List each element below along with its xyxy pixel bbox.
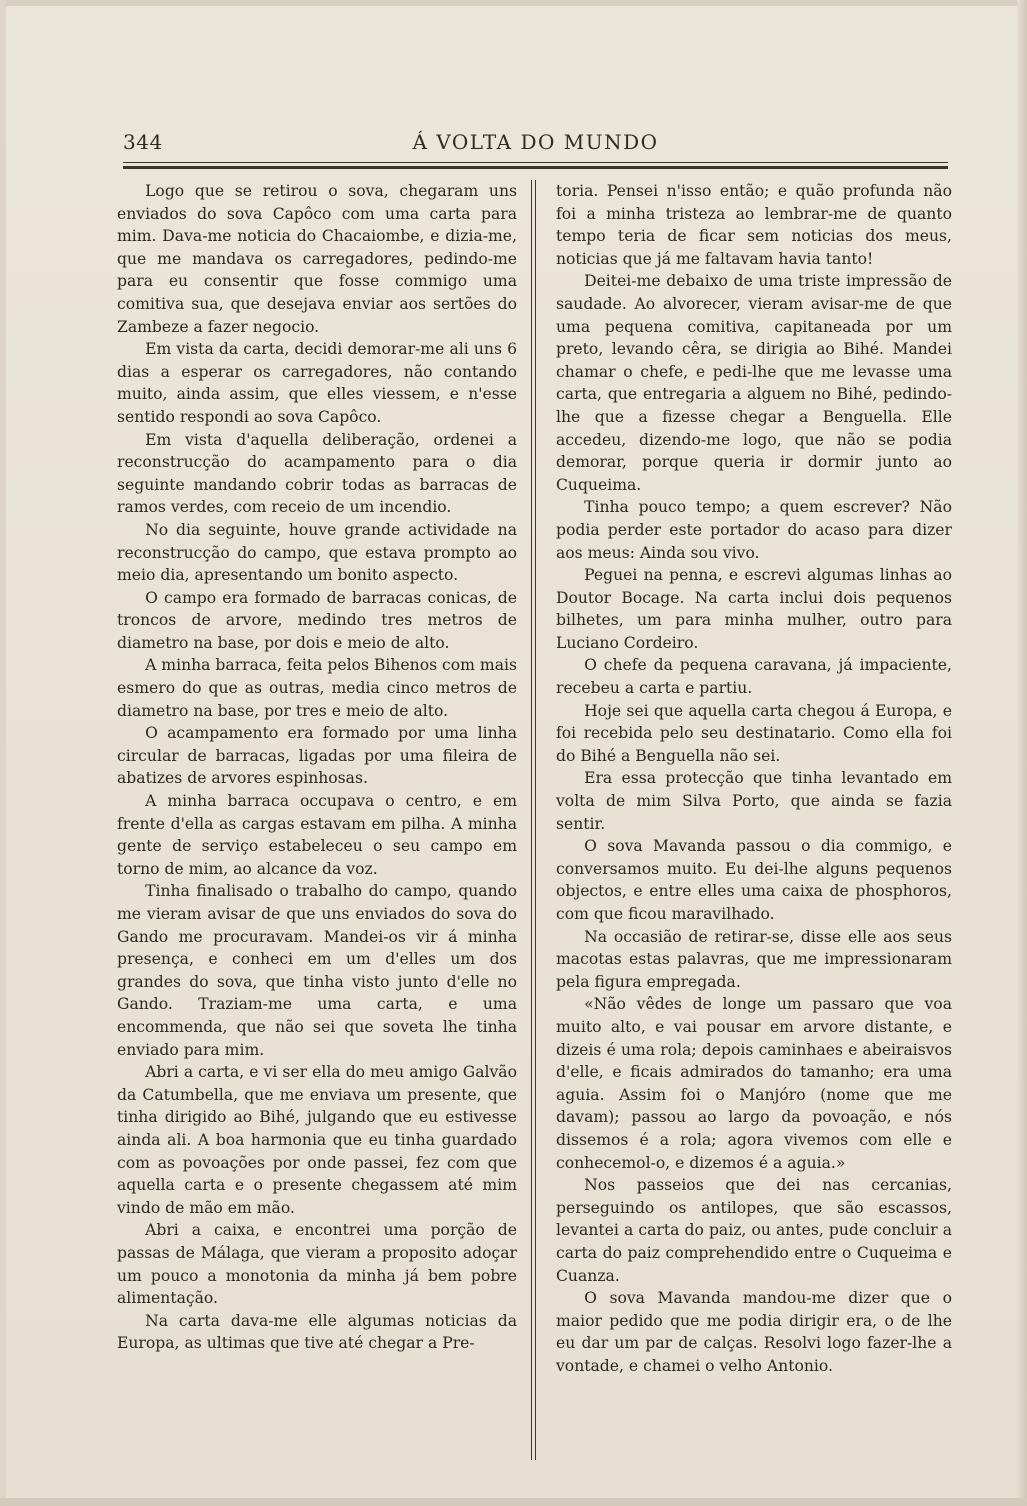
paragraph: Na occasião de retirar-se, disse elle aos seus macotas estas palavras, que me impressionaram pela figura empregada. [556,927,952,991]
paragraph-continuation: toria. Pensei n'isso então; e quão profunda não foi a minha tristeza ao lembrar-me de quanto tempo teria de ficar sem noticias dos meus, noticias que já me faltavam havia tanto! [556,182,952,268]
page-edge-right [1017,0,1027,1506]
right-column [556,180,952,1377]
paragraph: O chefe da pequena caravana, já impaciente, recebeu a carta e partiu. [556,656,952,698]
paragraph: «Não vêdes de longe um passaro que voa muito alto, e vai pousar em arvore distante, e dizeis é uma rola; depois caminhaes e abeiraisvos d'elle, e ficais admirados do tamanho; era uma aguia. Assim foi o Manjóro (nome que me davam); passou ao largo da povoação, e nós dissemos é a rola; agora vivemos com elle e conhecemol-o, e dizemos é a aguia.» [556,995,952,1172]
page-number: 344 [123,130,163,154]
running-header [123,130,948,160]
paragraph: No dia seguinte, houve grande actividade na reconstrucção do campo, que estava prompto ao meio dia, apresentando um bonito aspecto. [117,520,517,585]
paragraph: Nos passeios que dei nas cercanias, perseguindo os antilopes, que são escassos, levantei a carta do paiz, ou antes, pude concluir a carta do paiz comprehendido entre o Cuqueima e Cuanza. [556,1176,952,1285]
header-rule-thin [123,162,948,163]
paragraph: Em vista da carta, decidi demorar-me ali uns 6 dias a esperar os carregadores, não contando muito, ainda assim, que elles viessem, e n'esse sentido respondi ao sova Capôco. [117,340,517,426]
paragraph: O campo era formado de barracas conicas, de troncos de arvore, medindo tres metros de diametro na base, por dois e meio de alto. [117,588,517,652]
paragraph: Logo que se retirou o sova, chegaram uns enviados do sova Capôco com uma carta para mim. Dava-me noticia do Chacaiombe, e dizia-me, que me mandava os carregadores, pedindo-me para eu consentir que fosse commigo uma comitiva sua, que desejava enviar aos sertões do Zambeze a fazer negocio. [117,182,517,336]
column-divider [531,180,532,1460]
page-edge-bottom [0,1498,1027,1506]
paragraph: Era essa protecção que tinha levantado em volta de mim Silva Porto, que ainda se fazia sentir. [556,769,952,833]
paragraph: O sova Mavanda mandou-me dizer que o maior pedido que me podia dirigir era, o de lhe eu dar um par de calças. Resolvi logo fazer-lhe a vontade, e chamei o velho Antonio. [556,1289,952,1375]
paragraph: Em vista d'aquella deliberação, ordenei a reconstrucção do acampamento para o dia seguinte mandando cobrir todas as barracas de ramos verdes, com receio de um incendio. [117,430,517,517]
paragraph: O sova Mavanda passou o dia commigo, e conversamos muito. Eu dei-lhe alguns pequenos objectos, e entre elles uma caixa de phosphoros, com que ficou maravilhado. [556,837,952,923]
paragraph: Abri a caixa, e encontrei uma porção de passas de Málaga, que vieram a proposito adoçar um pouco a monotonia da minha já bem pobre alimentação. [117,1221,517,1308]
header-rule-thick [123,166,948,169]
paragraph: Abri a carta, e vi ser ella do meu amigo Galvão da Catumbella, que me enviava um presente, que tinha dirigido ao Bihé, julgando que eu estivesse ainda ali. A boa harmonia que eu tinha guardado com as povoações por onde passei, fez com que aquella carta e o presente chegassem até mim vindo de mão em mão. [117,1063,517,1217]
page-edge-left [0,0,6,1506]
paragraph: Peguei na penna, e escrevi algumas linhas ao Doutor Bocage. Na carta inclui dois pequenos bilhetes, um para minha mulher, outro para Luciano Cordeiro. [556,566,952,652]
paragraph: A minha barraca occupava o centro, e em frente d'ella as cargas estavam em pilha. A minha gente de serviço estabeleceu o seu campo em torno de mim, ao alcance da voz. [117,792,517,878]
paragraph: Tinha pouco tempo; a quem escrever? Não podia perder este portador do acaso para dizer aos meus: Ainda sou vivo. [556,498,952,562]
running-title: Á VOLTA DO MUNDO [412,130,659,154]
paragraph: A minha barraca, feita pelos Bihenos com mais esmero do que as outras, media cinco metros de diametro na base, por tres e meio de alto. [117,656,517,720]
paragraph: Tinha finalisado o trabalho do campo, quando me vieram avisar de que uns enviados do sova do Gando me procuravam. Mandei-os vir á minha presença, e conheci em um d'elles um dos grandes do sova, que tinha visto junto d'elle no Gando. Traziam-me uma carta, e uma encommenda, que não sei que soveta lhe tinha enviado para mim. [117,882,517,1059]
paragraph: Na carta dava-me elle algumas noticias da Europa, as ultimas que tive até chegar a Pre- [117,1311,517,1353]
paragraph: Hoje sei que aquella carta chegou á Europa, e foi recebida pelo seu destinatario. Como ella foi do Bihé a Benguella não sei. [556,701,952,765]
paragraph: Deitei-me debaixo de uma triste impressão de saudade. Ao alvorecer, vieram avisar-me de que uma pequena comitiva, capitaneada por um preto, levando cêra, se dirigia ao Bihé. Mandei chamar o chefe, e pedi-lhe que me levasse uma carta, que entregaria a alguem no Bihé, pedindo-lhe que a fizesse chegar a Benguella. Elle accedeu, dizendo-me logo, que não se podia demorar, porque queria ir dormir junto ao Cuqueima. [556,272,952,494]
left-column [117,180,517,1355]
page-edge-top [0,0,1027,6]
paragraph: O acampamento era formado por uma linha circular de barracas, ligadas por uma fileira de abatizes de arvores espinhosas. [117,724,517,788]
